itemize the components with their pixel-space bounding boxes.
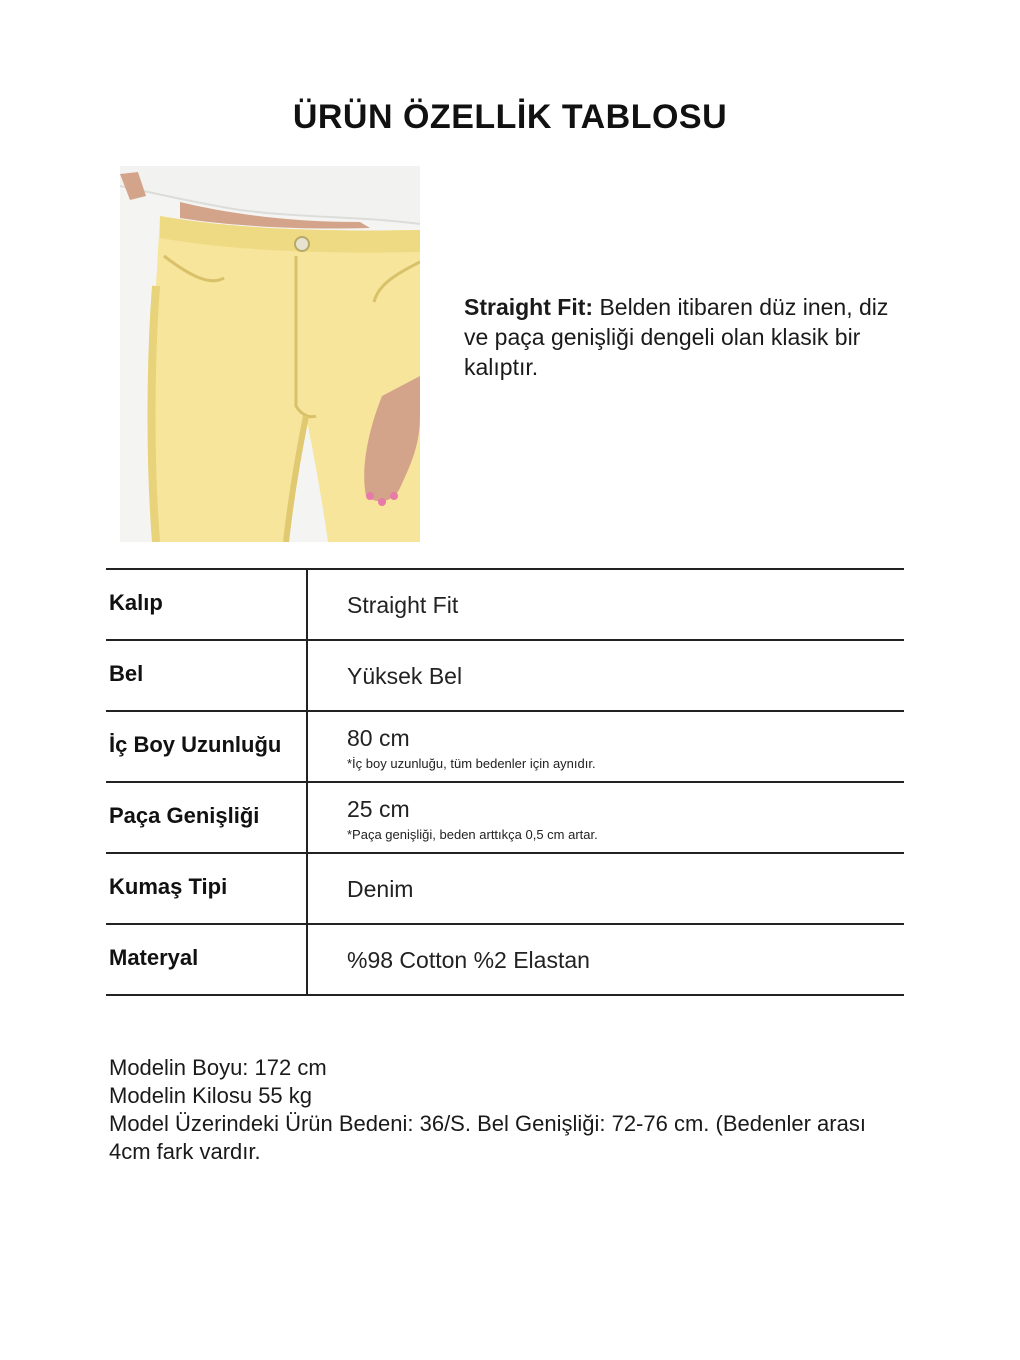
fit-description	[464, 292, 904, 382]
column-divider	[306, 641, 308, 712]
model-height: Modelin Boyu: 172 cm	[109, 1055, 327, 1080]
spec-value: 80 cm	[347, 725, 410, 751]
spec-value: Straight Fit	[347, 592, 459, 618]
spec-value: 25 cm	[347, 796, 410, 822]
spec-row-kumas	[106, 854, 904, 925]
spec-note: *Paça genişliği, beden arttıkça 0,5 cm artar.	[347, 827, 598, 842]
model-info	[109, 1054, 909, 1166]
fit-text: Belden itibaren düz inen, diz ve paça genişliği dengeli olan klasik bir kalıptır.	[464, 294, 889, 380]
spec-row-kalip	[106, 570, 904, 641]
spec-row-ic-boy	[106, 712, 904, 783]
model-size: Model Üzerindeki Ürün Bedeni: 36/S. Bel Genişliği: 72-76 cm. (Bedenler arası 4cm fark vardır.	[109, 1111, 866, 1164]
spec-row-bel	[106, 641, 904, 712]
spec-note: *İç boy uzunluğu, tüm bedenler için aynıdır.	[347, 756, 596, 771]
yellow-jeans-photo	[120, 166, 420, 542]
spec-label: Paça Genişliği	[109, 803, 260, 828]
spec-table	[106, 568, 904, 996]
spec-label: Kumaş Tipi	[109, 874, 228, 899]
model-weight: Modelin Kilosu 55 kg	[109, 1083, 313, 1108]
page-title: ÜRÜN ÖZELLİK TABLOSU	[292, 98, 728, 136]
spec-row-materyal	[106, 925, 904, 996]
fit-term: Straight Fit:	[464, 294, 594, 320]
column-divider	[306, 854, 308, 925]
column-divider	[306, 712, 308, 783]
spec-value: %98 Cotton %2 Elastan	[347, 947, 590, 973]
column-divider	[306, 783, 308, 854]
product-photo	[120, 166, 420, 542]
column-divider	[306, 570, 308, 641]
spec-label: İç Boy Uzunluğu	[109, 732, 282, 757]
spec-value: Yüksek Bel	[347, 663, 463, 689]
spec-value: Denim	[347, 876, 414, 902]
column-divider	[306, 925, 308, 996]
spec-label: Kalıp	[109, 590, 163, 615]
spec-label: Bel	[109, 661, 144, 686]
spec-row-paca	[106, 783, 904, 854]
spec-label: Materyal	[109, 945, 199, 970]
